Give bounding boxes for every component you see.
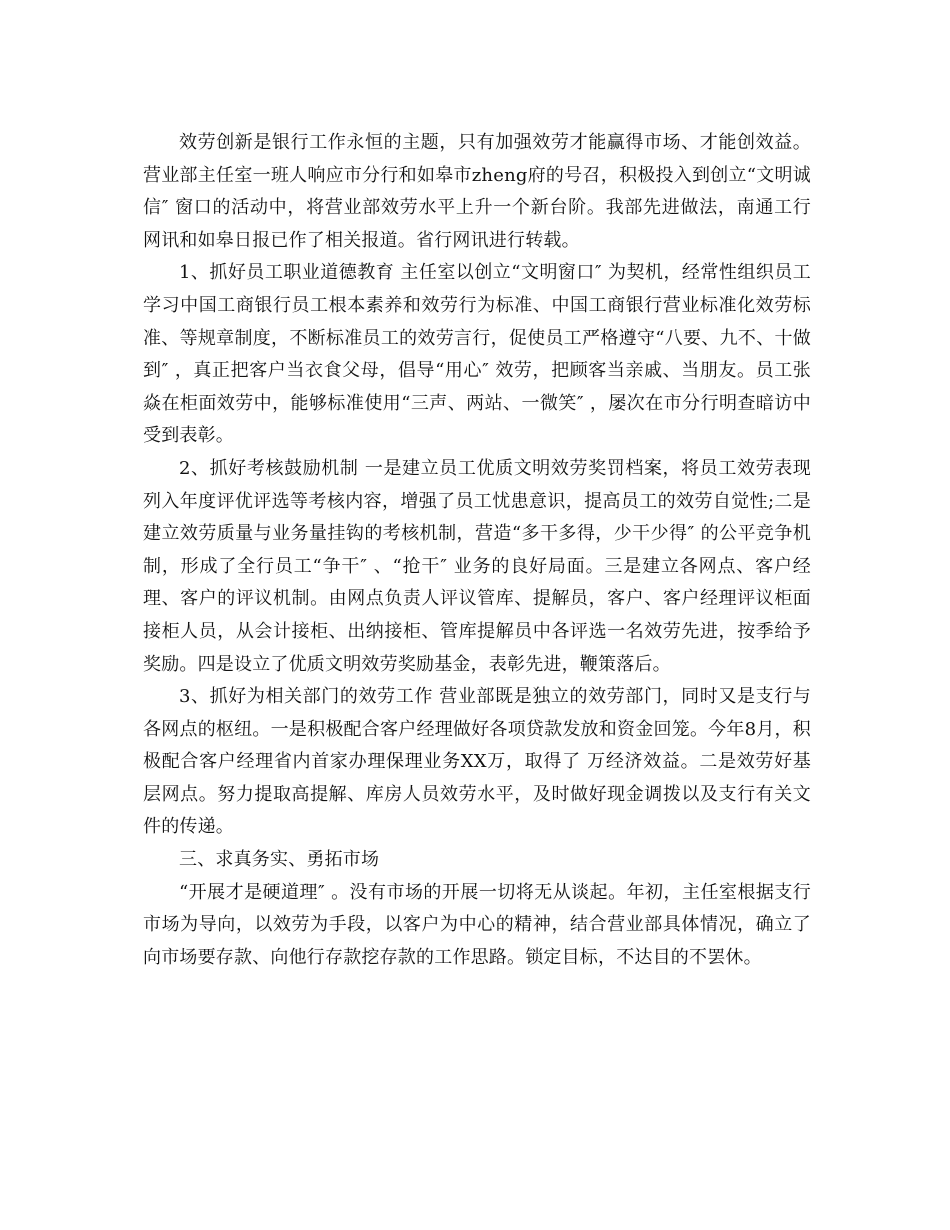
paragraph-item-1: 1、抓好员工职业道德教育 主任室以创立“文明窗口″ 为契机，经常性组织员工学习中国工商银行员工根本素养和效劳行为标准、中国工商银行营业标准化效劳标准、等规章制度，不断标准员工的效劳言行，促使员工严格遵守“八要、九不、十做到″ ，真正把客户当衣食父母，倡导“用心″ 效劳，把顾客当亲戚、当朋友。员工张焱在柜面效劳中，能够标准使用“三声、两站、一微笑″ ，屡次在市分行明查暗访中受到表彰。 [143, 262, 811, 447]
paragraph-intro: 效劳创新是银行工作永恒的主题，只有加强效劳才能赢得市场、才能创效益。营业部主任室一班人响应市分行和如皋市zheng府的号召，积极投入到创立“文明诚信″ 窗口的活动中，将营业部效劳水平上升一个新台阶。我部先进做法，南通工行网讯和如皋日报已作了相关报道。省行网讯进行转载。 [143, 132, 811, 251]
paragraph-item-3: 3、抓好为相关部门的效劳工作 营业部既是独立的效劳部门，同时又是支行与各网点的枢纽。一是积极配合客户经理做好各项贷款发放和资金回笼。今年8月，积极配合客户经理省内首家办理保理业务XX万，取得了 万经济效益。二是效劳好基层网点。努力提取高提解、库房人员效劳水平，及时做好现金调拨以及支行有关文件的传递。 [143, 686, 811, 838]
section-heading: 三、求真务实、勇拓市场 [179, 849, 380, 871]
paragraph-market: “开展才是硬道理″ 。没有市场的开展一切将无从谈起。年初，主任室根据支行市场为导向，以效劳为手段，以客户为中心的精神，结合营业部具体情况，确立了向市场要存款、向他行存款挖存款的工作思路。锁定目标，不达目的不罢休。 [143, 881, 811, 968]
paragraph-item-2: 2、抓好考核鼓励机制 一是建立员工优质文明效劳奖罚档案，将员工效劳表现列入年度评优评选等考核内容，增强了员工忧患意识，提高员工的效劳自觉性;二是建立效劳质量与业务量挂钩的考核机制，营造“多干多得，少干少得″ 的公平竞争机制，形成了全行员工“争干″ 、“抢干″ 业务的良好局面。三是建立各网点、客户经理、客户的评议机制。由网点负责人评议管库、提解员，客户、客户经理评议柜面接柜人员，从会计接柜、出纳接柜、管库提解员中各评选一名效劳先进，按季给予奖励。四是设立了优质文明效劳奖励基金，表彰先进，鞭策落后。 [143, 457, 811, 675]
document-body [143, 127, 811, 974]
